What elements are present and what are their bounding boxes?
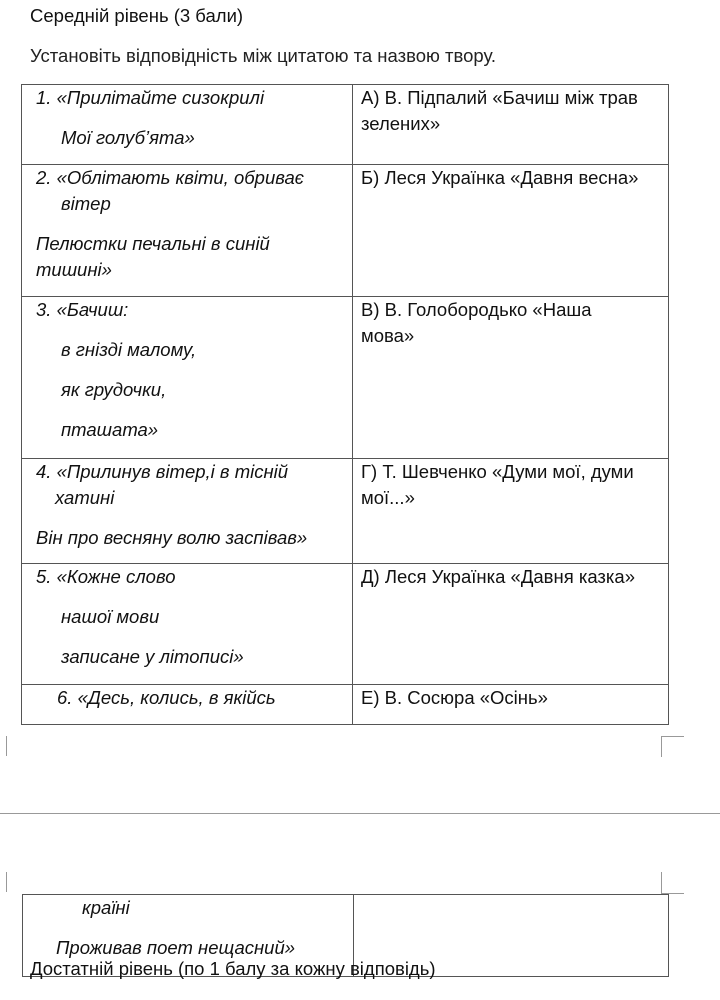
answer-line: мої...» — [361, 487, 415, 508]
answer-line: Г) Т. Шевченко «Думи мої, думи — [361, 461, 634, 482]
answer-cell — [353, 165, 669, 297]
answer-line: В) В. Голобородько «Наша — [361, 299, 592, 320]
quote-line: тишині» — [36, 259, 112, 280]
quote-cell — [22, 564, 353, 685]
quote-cell — [22, 165, 353, 297]
answer-line: А) В. Підпалий «Бачиш між трав — [361, 87, 638, 108]
quote-line: пташата» — [61, 419, 159, 440]
quote-line: Мої голуб’ята» — [61, 127, 195, 148]
quote-line: записане у літописі» — [61, 646, 244, 667]
answer-cell — [353, 685, 669, 725]
quote-cell — [22, 297, 353, 459]
next-section-heading-cut: Достатній рівень (по 1 балу за кожну відповідь) — [30, 958, 436, 979]
answer-cell — [353, 85, 669, 165]
quote-cell — [22, 85, 353, 165]
answer-cell — [353, 297, 669, 459]
section-heading: Середній рівень (3 бали) — [30, 5, 244, 26]
answer-cell — [353, 459, 669, 564]
table-row — [22, 564, 669, 685]
quote-cell — [22, 685, 353, 725]
answer-line: зелених» — [361, 113, 441, 134]
quote-line: як грудочки, — [61, 379, 167, 400]
answer-line: Б) Леся Українка «Давня весна» — [361, 167, 639, 188]
quote-line: 1. «Прилітайте сизокрилі — [36, 87, 265, 108]
quote-line: в гнізді малому, — [61, 339, 197, 360]
page-corner-mark — [0, 872, 7, 892]
quote-line: Пелюстки печальні в синій — [36, 233, 270, 254]
quote-line: нашої мови — [61, 606, 160, 627]
quote-line: 5. «Кожне слово — [36, 566, 176, 587]
page-separator — [0, 813, 720, 814]
table-row — [22, 685, 669, 725]
table-row — [22, 297, 669, 459]
quote-line: Проживав поет нещасний» — [56, 937, 296, 958]
quote-line: хатині — [55, 487, 115, 508]
quote-line: 4. «Прилинув вітер,і в тісній — [36, 461, 289, 482]
page-corner-mark — [661, 736, 684, 757]
answer-line: Е) В. Сосюра «Осінь» — [361, 687, 548, 708]
table-row — [22, 459, 669, 564]
quote-line: 6. «Десь, колись, в якійсь — [57, 687, 276, 708]
answer-line: мова» — [361, 325, 415, 346]
page-corner-mark — [0, 736, 7, 756]
page-corner-mark — [661, 872, 684, 894]
table-row — [22, 165, 669, 297]
task-instruction: Установіть відповідність між цитатою та назвою твору. — [30, 45, 497, 66]
quote-line: 2. «Облітають квіти, обриває — [36, 167, 304, 188]
matching-table — [21, 84, 669, 725]
quote-line: Він про весняну волю заспівав» — [36, 527, 308, 548]
quote-line: країні — [82, 897, 130, 918]
answer-line: Д) Леся Українка «Давня казка» — [361, 566, 635, 587]
quote-line: вітер — [61, 193, 111, 214]
quote-line: 3. «Бачиш: — [36, 299, 129, 320]
quote-cell — [22, 459, 353, 564]
answer-cell — [353, 564, 669, 685]
table-row — [22, 85, 669, 165]
